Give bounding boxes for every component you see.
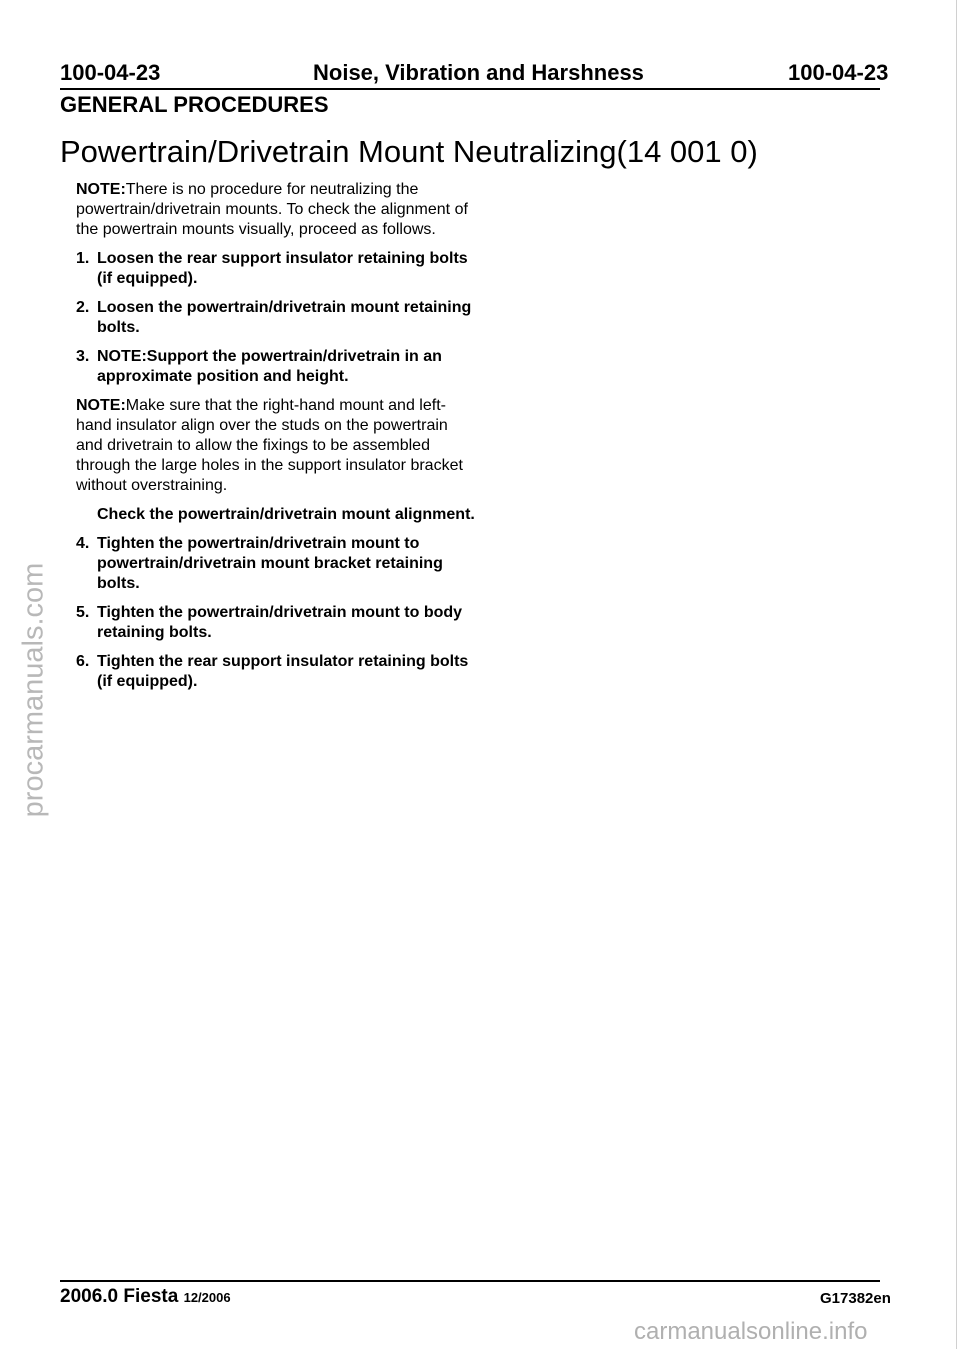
step-number: 3. xyxy=(76,348,90,365)
scan-edge-line xyxy=(956,0,957,1349)
note-text: Make sure that the right-hand mount and left-hand insulator align over the studs on the powertrain and drivetrain to allow the fixings to be assembled through the large holes in the support insulator bracket without overstraining. xyxy=(76,397,463,494)
step-number: 2. xyxy=(76,299,90,316)
step-3 xyxy=(76,347,476,387)
step-3-note xyxy=(76,396,476,496)
note-label: NOTE: xyxy=(76,397,126,414)
header-rule xyxy=(60,88,880,90)
step-number: 1. xyxy=(76,250,90,267)
note-label: NOTE: xyxy=(76,181,126,198)
footer-date: 12/2006 xyxy=(183,1290,231,1305)
step-4 xyxy=(76,534,476,594)
side-watermark: procarmanuals.com xyxy=(17,562,50,818)
footer-model-name: 2006.0 Fiesta xyxy=(60,1286,179,1307)
step-number: 4. xyxy=(76,535,90,552)
step-text: Loosen the rear support insulator retaining bolts (if equipped). xyxy=(97,250,468,287)
step-number: 5. xyxy=(76,604,90,621)
header-chapter-title: Noise, Vibration and Harshness xyxy=(313,60,644,85)
step-text: Tighten the rear support insulator retaining bolts (if equipped). xyxy=(97,653,469,690)
step-2 xyxy=(76,298,476,338)
step-text: Tighten the powertrain/drivetrain mount to body retaining bolts. xyxy=(97,604,463,641)
section-heading: GENERAL PROCEDURES xyxy=(60,92,329,117)
bottom-watermark: carmanualsonline.info xyxy=(634,1318,868,1345)
header-page-number-left: 100-04-23 xyxy=(60,60,161,85)
procedure-body xyxy=(76,180,476,701)
step-number: 6. xyxy=(76,653,90,670)
step-text: NOTE:Support the powertrain/drivetrain in an approximate position and height. xyxy=(97,348,442,385)
note-text: There is no procedure for neutralizing the powertrain/drivetrain mounts. To check the alignment of the powertrain mounts visually, proceed as follows. xyxy=(76,181,468,238)
step-5 xyxy=(76,603,476,643)
step-3-action: Check the powertrain/drivetrain mount alignment. xyxy=(97,506,475,523)
header-page-number-right: 100-04-23 xyxy=(788,60,889,85)
footer-model xyxy=(60,1286,231,1308)
footer-rule xyxy=(60,1280,880,1282)
step-6 xyxy=(76,652,476,692)
step-1 xyxy=(76,249,476,289)
footer-document-code: G17382en xyxy=(820,1290,891,1307)
step-text: Tighten the powertrain/drivetrain mount to powertrain/drivetrain mount bracket retaining bolts. xyxy=(97,535,443,592)
intro-note xyxy=(76,180,476,240)
step-text: Loosen the powertrain/drivetrain mount retaining bolts. xyxy=(97,299,472,336)
page-title: Powertrain/Drivetrain Mount Neutralizing(14 001 0) xyxy=(60,134,758,169)
